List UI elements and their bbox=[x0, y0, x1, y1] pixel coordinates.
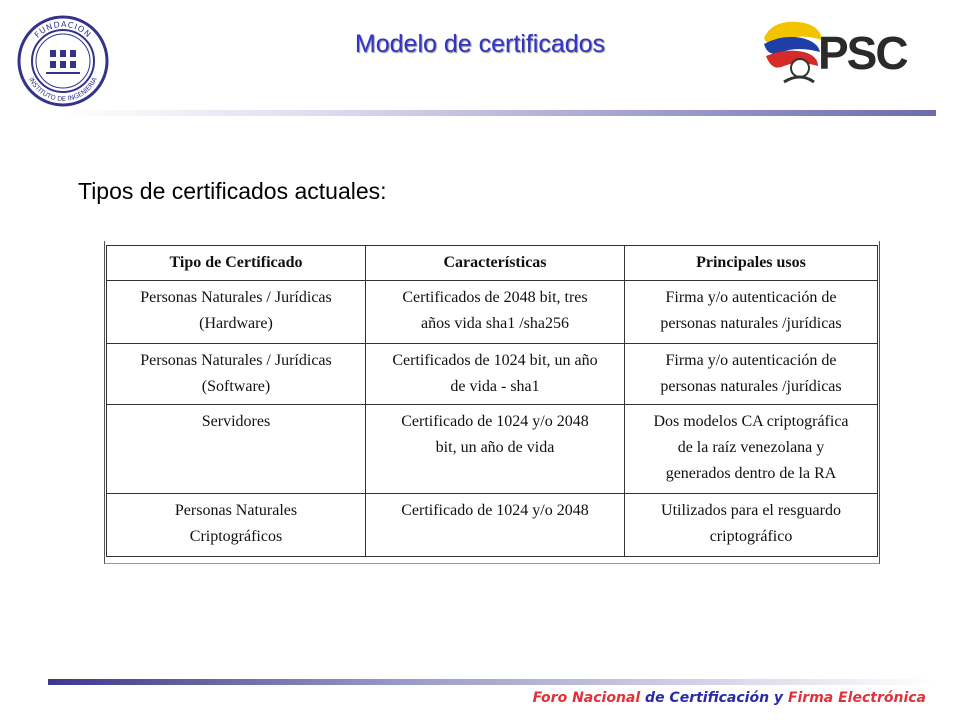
certificate-types-table bbox=[106, 245, 878, 557]
header-tipo: Tipo de Certificado bbox=[107, 246, 366, 281]
cell-line: Personas Naturales bbox=[174, 502, 298, 519]
cell-caracteristicas bbox=[366, 281, 625, 344]
cell-line: bit, un año de vida bbox=[435, 439, 555, 456]
cell-line: Certificados de 1024 bit, un año bbox=[392, 352, 598, 369]
cell-line: Certificado de 1024 y/o 2048 bbox=[401, 413, 589, 430]
certificate-table-frame bbox=[104, 241, 880, 564]
cell-line: (Software) bbox=[201, 378, 271, 395]
cell-line: personas naturales /jurídicas bbox=[660, 378, 842, 395]
cell-line: Utilizados para el resguardo bbox=[661, 502, 841, 519]
section-subtitle: Tipos de certificados actuales: bbox=[78, 178, 387, 204]
footer-text bbox=[533, 690, 926, 706]
cell-line: de vida - sha1 bbox=[450, 378, 540, 395]
footer-de-certificacion: de Certificación y bbox=[640, 690, 788, 706]
cell-tipo bbox=[107, 405, 366, 494]
cell-line: Certificado de 1024 y/o 2048 bbox=[401, 502, 589, 519]
seal-bottom-text: INSTITUTO DE INGENIERIA bbox=[27, 76, 99, 104]
table-row bbox=[107, 344, 878, 405]
cell-tipo bbox=[107, 494, 366, 557]
table-row bbox=[107, 405, 878, 494]
cell-usos bbox=[625, 344, 878, 405]
cell-line: personas naturales /jurídicas bbox=[660, 315, 842, 332]
table-row bbox=[107, 281, 878, 344]
table-row bbox=[107, 494, 878, 557]
cell-caracteristicas bbox=[366, 405, 625, 494]
cell-line: (Hardware) bbox=[199, 315, 273, 332]
cell-line: Personas Naturales / Jurídicas bbox=[140, 289, 332, 306]
cell-line: Criptográficos bbox=[189, 528, 283, 545]
cell-caracteristicas bbox=[366, 344, 625, 405]
slide-title: Modelo de certificados bbox=[354, 30, 606, 58]
cell-line: Servidores bbox=[201, 413, 271, 430]
header-usos: Principales usos bbox=[625, 246, 878, 281]
header-caracteristicas: Características bbox=[366, 246, 625, 281]
cell-line: años vida sha1 /sha256 bbox=[421, 315, 569, 332]
fundacion-seal-logo bbox=[16, 14, 110, 108]
cell-usos bbox=[625, 494, 878, 557]
footer-foro-nacional: Foro Nacional bbox=[532, 690, 641, 706]
seal-top-text: FUNDACION bbox=[32, 19, 94, 40]
cell-tipo bbox=[107, 344, 366, 405]
cell-line: Dos modelos CA criptográfica bbox=[653, 413, 849, 430]
psc-logo-text: PSC bbox=[818, 27, 907, 79]
cell-tipo bbox=[107, 281, 366, 344]
cell-line: de la raíz venezolana y bbox=[677, 439, 825, 456]
cell-line: generados dentro de la RA bbox=[665, 465, 837, 482]
cell-caracteristicas bbox=[366, 494, 625, 557]
cell-line: Certificados de 2048 bit, tres bbox=[402, 289, 588, 306]
table-header-row bbox=[107, 246, 878, 281]
cell-line: Personas Naturales / Jurídicas bbox=[140, 352, 332, 369]
seal-icon bbox=[16, 14, 110, 108]
cell-line: Firma y/o autenticación de bbox=[665, 289, 837, 306]
footer-firma-electronica: Firma Electrónica bbox=[787, 690, 926, 706]
cell-usos bbox=[625, 281, 878, 344]
cell-line: Firma y/o autenticación de bbox=[665, 352, 837, 369]
cell-usos bbox=[625, 405, 878, 494]
header-divider bbox=[60, 110, 936, 116]
footer-divider bbox=[48, 679, 936, 685]
cell-line: criptográfico bbox=[709, 528, 793, 545]
